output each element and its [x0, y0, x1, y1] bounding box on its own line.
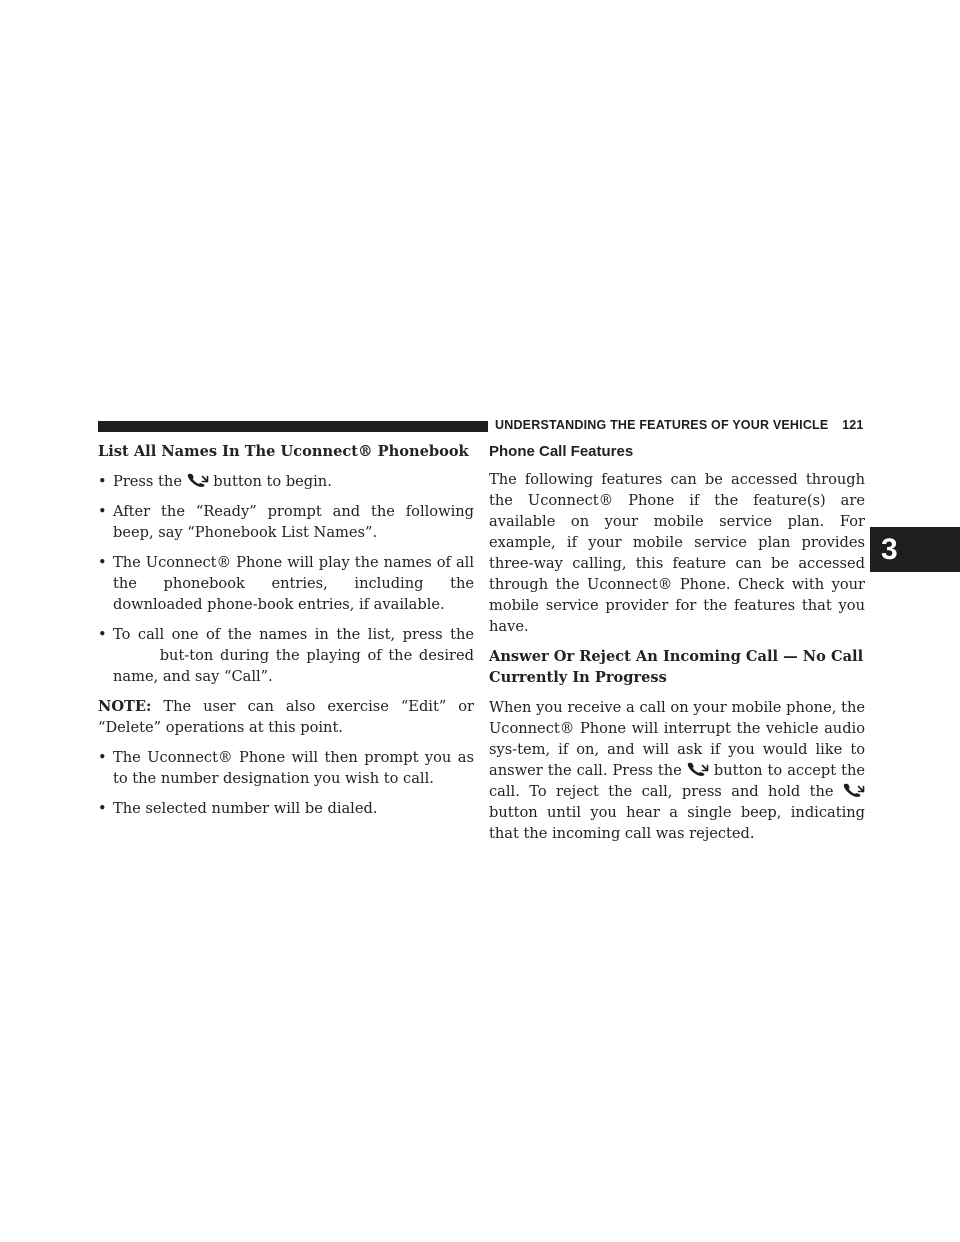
phonebook-heading: List All Names In The Uconnect® Phonebook — [98, 443, 469, 460]
paragraph-text: button to accept the call. To reject the call, press and hold the — [489, 762, 866, 800]
section-title: Phone Call Features — [489, 443, 634, 460]
list-item-text: but-ton during the playing of the desired name, and say “Call”. — [113, 647, 474, 685]
chapter-tab — [870, 527, 960, 572]
chapter-tab-number: 3 — [881, 533, 898, 566]
note-text: The user can also exercise “Edit” or “Delete” operations at this point. — [98, 698, 474, 736]
phone-icon — [843, 783, 865, 797]
dial-steps — [98, 747, 474, 819]
left-column — [98, 441, 474, 828]
list-item: • The Uconnect® Phone will then prompt you as to the number designation you wish to call. — [98, 747, 474, 789]
list-item: • The Uconnect® Phone will play the names of all the phonebook entries, including the downloaded phone-book entries, if available. — [98, 552, 474, 615]
right-column — [489, 441, 865, 853]
note-paragraph — [98, 696, 474, 738]
answer-reject-paragraph — [489, 697, 865, 844]
note-label: NOTE: — [98, 698, 152, 715]
answer-reject-heading: Answer Or Reject An Incoming Call — No Call Currently In Progress — [489, 648, 864, 686]
header-rule — [98, 421, 488, 432]
page-number: 121 — [842, 418, 864, 432]
list-item: • After the “Ready” prompt and the following beep, say “Phonebook List Names”. — [98, 501, 474, 543]
features-paragraph: The following features can be accessed through the Uconnect® Phone if the feature(s) are available on your mobile service plan. For example, if your mobile service plan provides three-way calling, this feature can be accessed through the Uconnect® Phone. Check with your mobile service provider for the features that you have. — [489, 471, 865, 635]
phone-icon — [187, 473, 209, 487]
phonebook-steps — [98, 471, 474, 687]
list-item-text: button to begin. — [213, 473, 332, 490]
list-item-text: Press the — [113, 473, 182, 490]
phone-icon — [687, 762, 709, 776]
list-item — [98, 471, 474, 492]
list-item: • The selected number will be dialed. — [98, 798, 474, 819]
list-item — [98, 624, 474, 687]
running-header — [495, 418, 864, 432]
paragraph-text: button until you hear a single beep, indicating that the incoming call was rejected. — [489, 804, 865, 842]
list-item-text: To call one of the names in the list, press the — [113, 626, 474, 643]
header-section-title: UNDERSTANDING THE FEATURES OF YOUR VEHICLE — [495, 418, 829, 432]
paragraph-text: When you receive a call on your mobile phone, the Uconnect® Phone will interrupt the vehicle audio sys-tem, if on, and will ask if you would like to answer the call. Press the — [489, 699, 865, 779]
